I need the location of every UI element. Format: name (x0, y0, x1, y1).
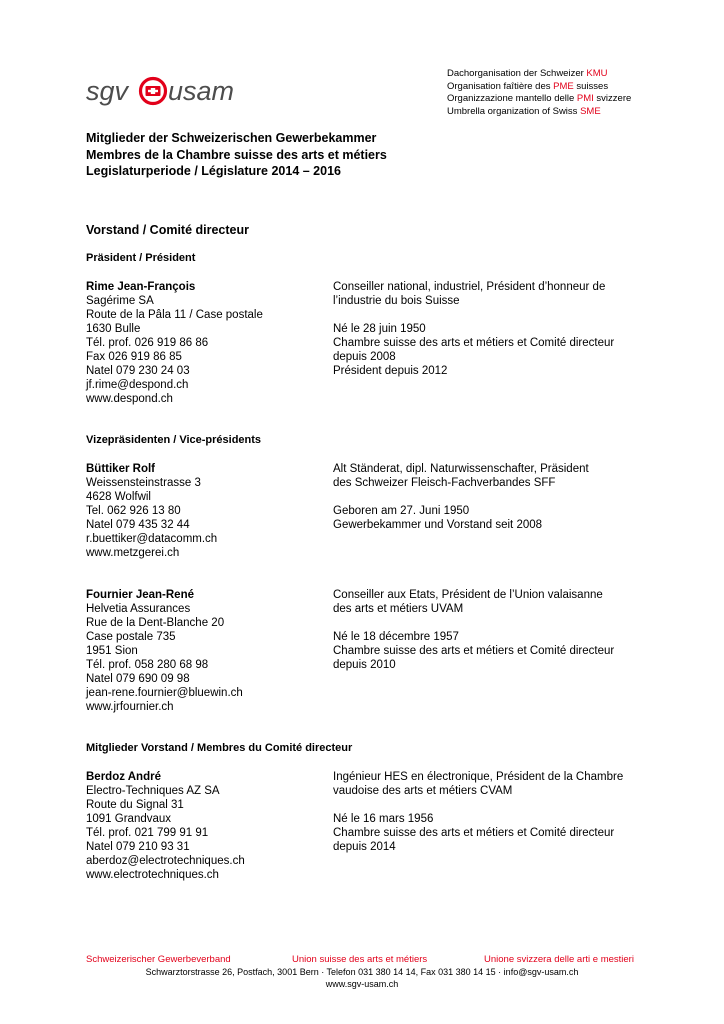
email: aberdoz@electrotechniques.ch (86, 855, 245, 867)
members-heading: Mitglieder Vorstand / Membres du Comité directeur (86, 742, 353, 754)
vice-president-heading: Vizepräsidenten / Vice-présidents (86, 434, 262, 446)
footer-org-it: Unione svizzera delle arti e mestieri (484, 954, 634, 965)
footer-address: Schwarztorstrasse 26, Postfach, 3001 Bern · Telefon 031 380 14 14, Fax 031 380 14 15 · info@sgv-usam.ch (145, 967, 579, 977)
website: www.despond.ch (86, 393, 173, 405)
tagline-line-de: Dachorganisation der Schweizer KMU (447, 68, 608, 79)
person-bio: Conseiller aux Etats, Président de l’Union valaisanne des arts et métiers UVAM Né le 18 décembre 1957 Chambre suisse des arts et métiers et Comité directeur depuis 2010 (333, 589, 615, 671)
sgv-usam-logo (86, 74, 246, 108)
person-name: Büttiker Rolf (86, 463, 155, 475)
person-contact: Rime Jean-François Sagérime SA Route de la Pâla 11 / Case postale 1630 Bulle Tél. prof. 026 919 86 86 Fax 026 919 86 85 Natel 079 230 24 03 jf.rime@despond.ch www.despond.ch (86, 281, 263, 405)
logo-emblem-icon (141, 79, 166, 104)
website: www.electrotechniques.ch (86, 869, 219, 881)
person-name: Rime Jean-François (86, 281, 196, 293)
website: www.jrfournier.ch (86, 701, 174, 713)
person-bio: Alt Ständerat, dipl. Naturwissenschafter, Präsident des Schweizer Fleisch-Fachverbandes SFF Geboren am 27. Juni 1950 Gewerbekammer und Vorstand seit 2008 (333, 463, 589, 531)
email: jf.rime@despond.ch (86, 379, 189, 391)
email: r.buettiker@datacomm.ch (86, 533, 218, 545)
person-name: Berdoz André (86, 771, 161, 783)
logo-text-right: usam (168, 76, 235, 106)
email: jean-rene.fournier@bluewin.ch (86, 687, 243, 699)
person-bio: Ingénieur HES en électronique, Président de la Chambre vaudoise des arts et métiers CVAM Né le 16 mars 1956 Chambre suisse des arts et métiers et Comité directeur depuis 2014 (333, 771, 624, 853)
website: www.metzgerei.ch (86, 547, 180, 559)
title-line-3: Legislaturperiode / Législature 2014 – 2016 (86, 164, 341, 178)
footer-org-de: Schweizerischer Gewerbeverband (86, 954, 231, 965)
person-name: Fournier Jean-René (86, 589, 194, 601)
person-contact: Fournier Jean-René Helvetia Assurances Rue de la Dent-Blanche 20 Case postale 735 1951 Sion Tél. prof. 058 280 68 98 Natel 079 690 09 98 jean-rene.fournier@bluewin.ch www.jrfournier.ch (86, 589, 243, 713)
footer-website: www.sgv-usam.ch (325, 979, 399, 989)
tagline-line-fr: Organisation faîtière des PME suisses (447, 80, 609, 92)
footer-org-fr: Union suisse des arts et métiers (292, 954, 428, 965)
tagline-line-it: Organizzazione mantello delle PMI svizzere (447, 93, 632, 104)
title-line-1: Mitglieder der Schweizerischen Gewerbekammer (86, 131, 377, 145)
tagline-line-en: Umbrella organization of Swiss SME (447, 105, 601, 117)
section-heading: Vorstand / Comité directeur (86, 223, 249, 237)
logo-text-left: sgv (86, 76, 129, 106)
person-contact: Büttiker Rolf Weissensteinstrasse 3 4628 Wolfwil Tel. 062 926 13 80 Natel 079 435 32 44 r.buettiker@datacomm.ch www.metzgerei.ch (86, 463, 218, 559)
person-bio: Conseiller national, industriel, Président d’honneur de l’industrie du bois Suisse Né le 28 juin 1950 Chambre suisse des arts et métiers et Comité directeur depuis 2008 Président depuis 2012 (333, 281, 615, 377)
title-line-2: Membres de la Chambre suisse des arts et métiers (86, 147, 387, 162)
person-contact: Berdoz André Electro-Techniques AZ SA Route du Signal 31 1091 Grandvaux Tél. prof. 021 799 91 91 Natel 079 210 93 31 aberdoz@electrotechniques.ch www.electrotechniques.ch (86, 771, 245, 881)
organization-tagline (447, 68, 631, 118)
president-heading: Präsident / Président (86, 252, 196, 264)
document-title (86, 130, 387, 180)
